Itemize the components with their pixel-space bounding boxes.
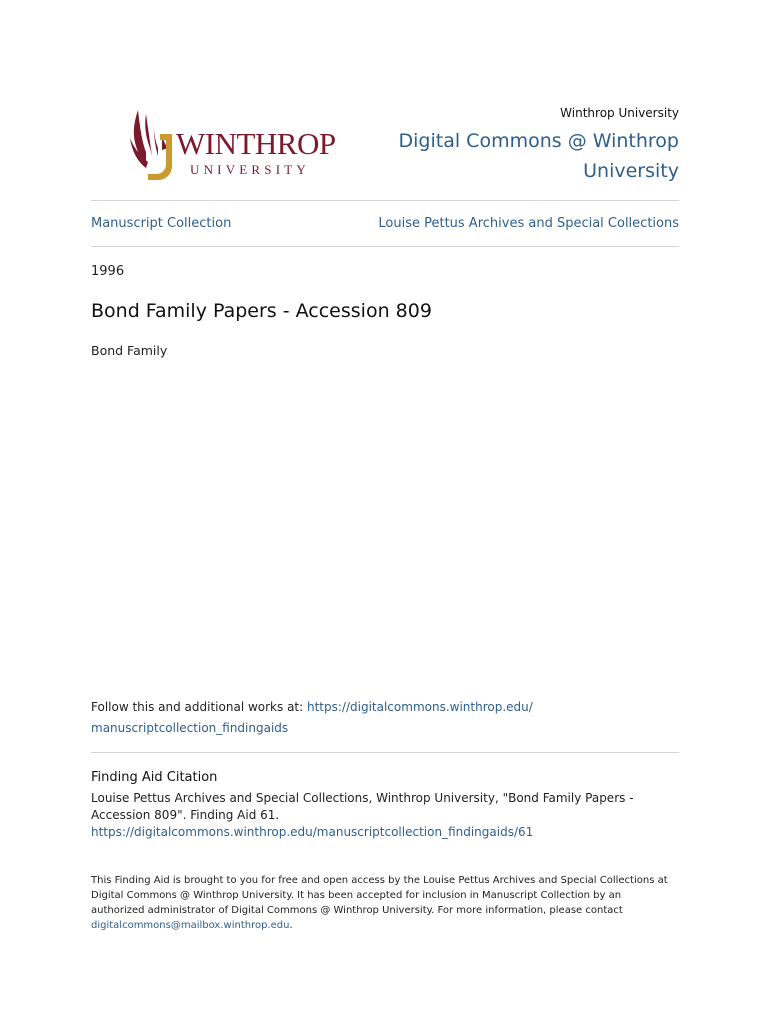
access-notice (91, 873, 676, 933)
citation-heading: Finding Aid Citation (91, 770, 218, 785)
document-author: Bond Family (91, 343, 168, 358)
eagle-emblem-icon (124, 108, 184, 183)
citation-text: Louise Pettus Archives and Special Collections, Winthrop University, "Bond Family Papers - Accession 809". Finding Aid 61. (91, 791, 634, 822)
repository-line-2: University (583, 160, 679, 182)
access-notice-text: This Finding Aid is brought to you for free and open access by the Louise Pettus Archives and Special Collections at Digital Commons @ Winthrop University. It has been accepted for inclusion in Manuscript Collection by an authorized administrator of Digital Commons @ Winthrop University. For more information, please contact (91, 875, 668, 916)
follow-section (91, 697, 679, 739)
repository-line-1: Digital Commons @ Winthrop (398, 130, 679, 152)
follow-divider (91, 752, 679, 753)
repository-link[interactable] (379, 126, 679, 186)
document-title: Bond Family Papers - Accession 809 (91, 300, 432, 322)
institution-name: Winthrop University (560, 106, 679, 120)
follow-prefix: Follow this and additional works at: (91, 700, 307, 714)
contact-email-link[interactable]: digitalcommons@mailbox.winthrop.edu (91, 920, 290, 931)
logo-wordmark: WINTHROP (176, 126, 336, 161)
follow-url-link[interactable]: https://digitalcommons.winthrop.edu/ (307, 700, 533, 714)
department-link[interactable]: Louise Pettus Archives and Special Collections (378, 216, 679, 231)
logo-subline: UNIVERSITY (190, 162, 310, 177)
collection-link[interactable]: Manuscript Collection (91, 216, 232, 231)
header-divider (91, 200, 679, 201)
follow-url-link-cont[interactable]: manuscriptcollection_findingaids (91, 721, 289, 735)
citation-url-link[interactable]: https://digitalcommons.winthrop.edu/manuscriptcollection_findingaids/61 (91, 825, 534, 839)
winthrop-logo[interactable] (124, 108, 334, 183)
publication-year: 1996 (91, 264, 125, 279)
access-notice-end: . (289, 920, 293, 931)
nav-divider (91, 246, 679, 247)
citation-block (91, 790, 671, 841)
